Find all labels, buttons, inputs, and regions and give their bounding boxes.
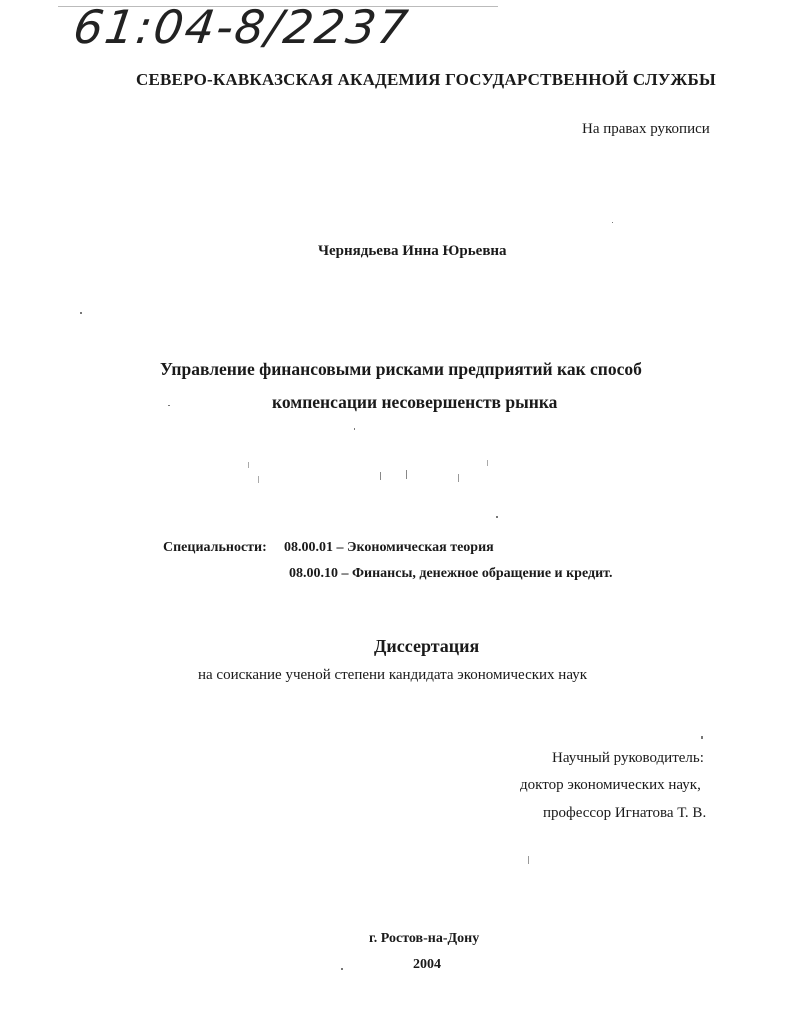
supervisor-label: Научный руководитель: [552,750,704,766]
dissertation-title-line-2: компенсации несовершенств рынка [272,392,558,412]
scan-speck [612,222,613,223]
specialty-item: 08.00.01 – Экономическая теория [284,540,494,555]
scan-speck [701,736,703,739]
scan-speck [528,856,529,864]
specialties-label: Специальности: [163,540,267,555]
scan-speck [458,474,459,482]
scan-speck [248,462,249,468]
supervisor-degree: доктор экономических наук, [520,777,701,793]
handwritten-catalog-number: 61:04-8/2237 [70,0,413,54]
rights-note: На правах рукописи [582,121,710,137]
scan-speck [258,476,259,483]
city: г. Ростов-на-Дону [369,931,480,946]
degree-statement: на соискание ученой степени кандидата экономических наук [198,667,588,683]
scan-speck [80,312,82,314]
year: 2004 [413,957,441,972]
dissertation-title-line-1: Управление финансовыми рисками предприятий как способ [160,359,642,379]
scan-speck [496,516,498,518]
scan-speck [487,460,488,466]
scan-speck [354,428,355,430]
scan-speck [168,405,170,406]
supervisor-name: профессор Игнатова Т. В. [543,805,707,821]
scan-speck [341,968,343,970]
document-type: Диссертация [374,636,480,656]
author-name: Чернядьева Инна Юрьевна [318,243,507,259]
specialty-item: 08.00.10 – Финансы, денежное обращение и кредит. [289,566,613,581]
scan-speck [380,472,381,480]
scan-speck [406,470,407,479]
academy-name: СЕВЕРО-КАВКАЗСКАЯ АКАДЕМИЯ ГОСУДАРСТВЕННОЙ СЛУЖБЫ [136,70,716,89]
